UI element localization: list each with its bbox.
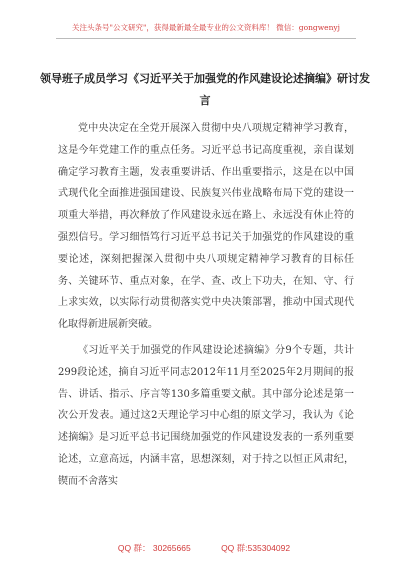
- document-body: [58, 118, 354, 493]
- footer-qq-group-1: QQ 群： 30265665: [117, 543, 191, 553]
- document-title: 领导班子成员学习《习近平关于加强党的作风建设论述摘编》研讨发言: [40, 72, 370, 107]
- paragraph-1: 党中央决定在全党开展深入贯彻中央八项规定精神学习教育，这是今年党建工作的重点任务。习近平总书记高度重视，亲自谋划确定学习教育主题，发表重要讲话、作出重要指示，这是在以中国式现代化全面推进强国建设、民族复兴伟业战略布局下党的建设一项重大举措，再次释放了作风建设永远在路上、永远没有休止符的强烈信号。学习细悟笃行习近平总书记关于加强党的作风建设的重要论述，深刻把握深入贯彻中央八项规定精神学习教育的目标任务、关键环节、重点对象，在学、查、改上下功夫，在知、守、行上求实效，以实际行动贯彻落实党中央决策部署，推动中国式现代化取得新进展新突破。: [58, 123, 354, 331]
- paragraph-2: 《习近平关于加强党的作风建设论述摘编》分9个专题，共计299段论述，摘自习近平同志2012年11月至2025年2月期间的报告、讲话、指示、序言等130多篇重要文献。其中部分论述是第一次公开发表。通过这2天理论学习中心组的原文学习，我认为《论述摘编》是习近平总书记围绕加强党的作风建设发表的一系列重要论述，立意高远，内涵丰富，思想深刻，对于持之以恒正风肃纪，锲而不舍落实: [58, 344, 354, 487]
- footer: [0, 542, 408, 554]
- footer-qq-group-2: QQ 群:535304092: [221, 543, 291, 553]
- header-banner: 关注头条号"公文研究"，获得最新最全最专业的公文资料库！ 微信：gongwenyj: [56, 22, 356, 39]
